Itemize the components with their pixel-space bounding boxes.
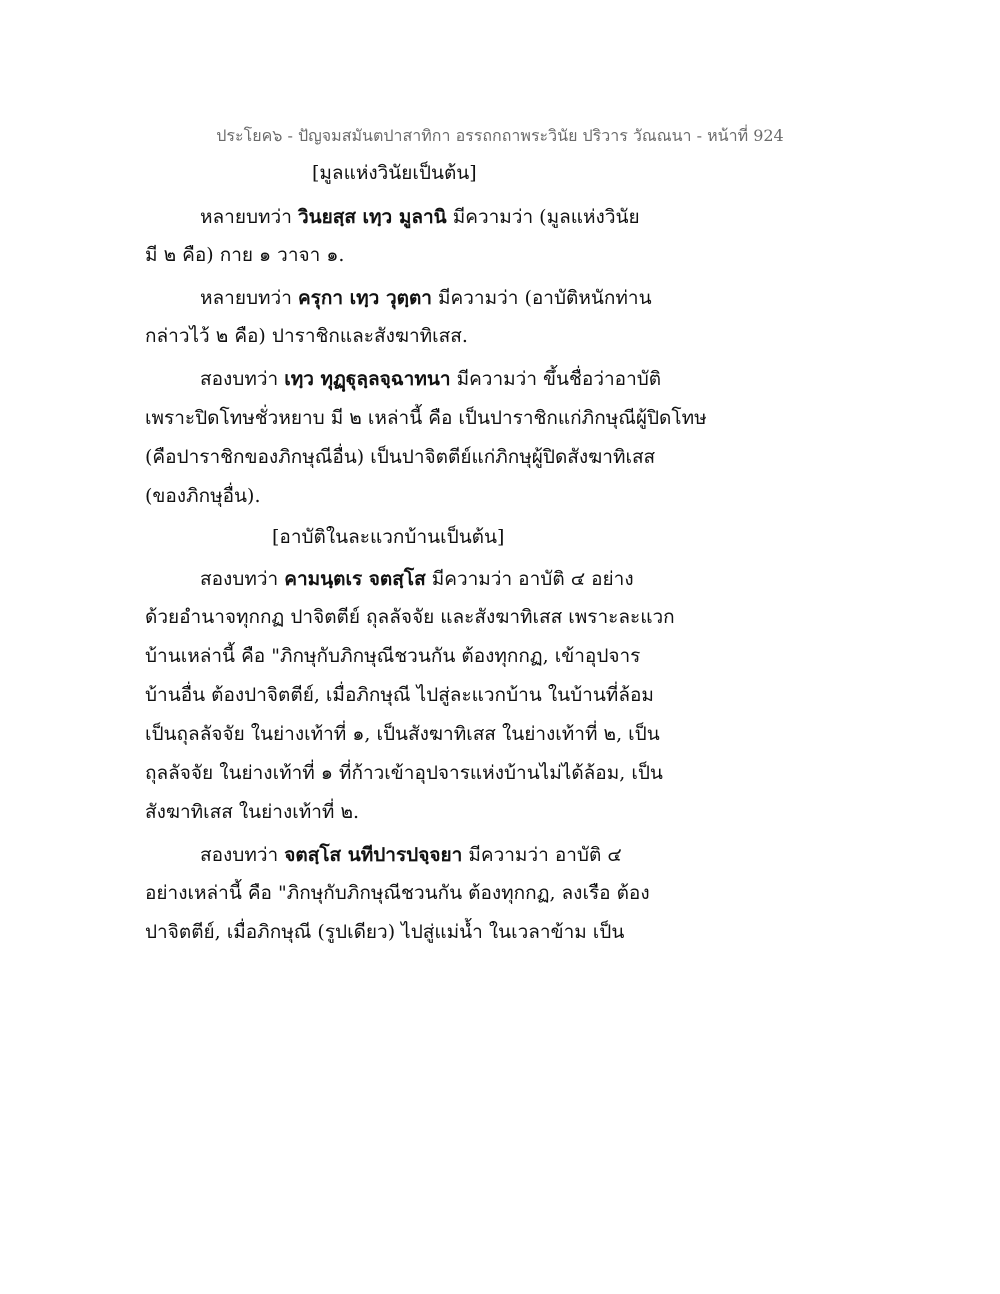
paragraph-line: เป็นถุลลัจจัย ในย่างเท้าที่ ๑, เป็นสังฆาทิเสส ในย่างเท้าที่ ๒, เป็น [145, 723, 660, 745]
paragraph-line [200, 285, 652, 311]
paragraph-line: เพราะปิดโทษชั่วหยาบ มี ๒ เหล่านี้ คือ เป็นปาราชิกแก่ภิกษุณีผู้ปิดโทษ [145, 407, 707, 429]
pali-term: เทฺว ทุฏฺฐุลฺลจฺฉาทนา [284, 368, 451, 390]
pali-term: จตสฺโส นทีปารปจฺจยา [284, 844, 463, 866]
paragraph-line: บ้านอื่น ต้องปาจิตตีย์, เมื่อภิกษุณี ไปสู่ละแวกบ้าน ในบ้านที่ล้อม [145, 684, 654, 706]
text-run: มีความว่า (มูลแห่งวินัย [446, 206, 640, 228]
paragraph-line: อย่างเหล่านี้ คือ "ภิกษุกับภิกษุณีชวนกัน ต้องทุกกฏ, ลงเรือ ต้อง [145, 882, 650, 904]
paragraph-line: ด้วยอำนาจทุกกฏ ปาจิตตีย์ ถุลลัจจัย และสังฆาทิเสส เพราะละแวก [145, 606, 675, 628]
section-heading-village-offences: [อาบัติในละแวกบ้านเป็นต้น] [272, 526, 505, 548]
paragraph-line: (คือปาราชิกของภิกษุณีอื่น) เป็นปาจิตตีย์แก่ภิกษุผู้ปิดสังฆาทิเสส [145, 446, 656, 468]
pali-term: วินยสฺส เทฺว มูลานิ [297, 206, 447, 228]
paragraph-line: สังฆาทิเสส ในย่างเท้าที่ ๒. [145, 801, 360, 823]
text-run: สองบทว่า [200, 844, 285, 866]
paragraph-line: บ้านเหล่านี้ คือ "ภิกษุกับภิกษุณีชวนกัน ต้องทุกกฏ, เข้าอุปจาร [145, 645, 641, 667]
paragraph-line [200, 366, 661, 392]
paragraph-line [200, 204, 640, 230]
text-run: สองบทว่า [200, 568, 285, 590]
paragraph-line: ถุลลัจจัย ในย่างเท้าที่ ๑ ที่ก้าวเข้าอุปจารแห่งบ้านไม่ได้ล้อม, เป็น [145, 762, 663, 784]
text-run: มีความว่า (อาบัติหนักท่าน [431, 287, 652, 309]
text-run: มีความว่า ขึ้นชื่อว่าอาบัติ [450, 368, 662, 390]
paragraph-line [200, 842, 622, 868]
paragraph-line: กล่าวไว้ ๒ คือ) ปาราชิกและสังฆาทิเสส. [145, 325, 468, 347]
running-header: ประโยค๖ - ปัญจมสมันตปาสาทิกา อรรถกถาพระวินัย ปริวาร วัณณนา - หน้าที่ 924 [216, 126, 784, 145]
paragraph-line [200, 566, 634, 592]
paragraph-line: ปาจิตตีย์, เมื่อภิกษุณี (รูปเดียว) ไปสู่แม่น้ำ ในเวลาข้าม เป็น [145, 921, 625, 943]
text-run: สองบทว่า [200, 368, 285, 390]
section-heading-vinaya-roots: [มูลแห่งวินัยเป็นต้น] [312, 162, 477, 184]
text-run: หลายบทว่า [200, 206, 298, 228]
text-run: มีความว่า อาบัติ ๔ อย่าง [425, 568, 634, 590]
text-run: มีความว่า อาบัติ ๔ [462, 844, 622, 866]
pali-term: คามนฺตเร จตสฺโส [284, 568, 426, 590]
paragraph-line: มี ๒ คือ) กาย ๑ วาจา ๑. [145, 244, 345, 266]
pali-term: ครุกา เทฺว วุตฺตา [297, 287, 432, 309]
paragraph-line: (ของภิกษุอื่น). [145, 485, 261, 507]
text-run: หลายบทว่า [200, 287, 298, 309]
